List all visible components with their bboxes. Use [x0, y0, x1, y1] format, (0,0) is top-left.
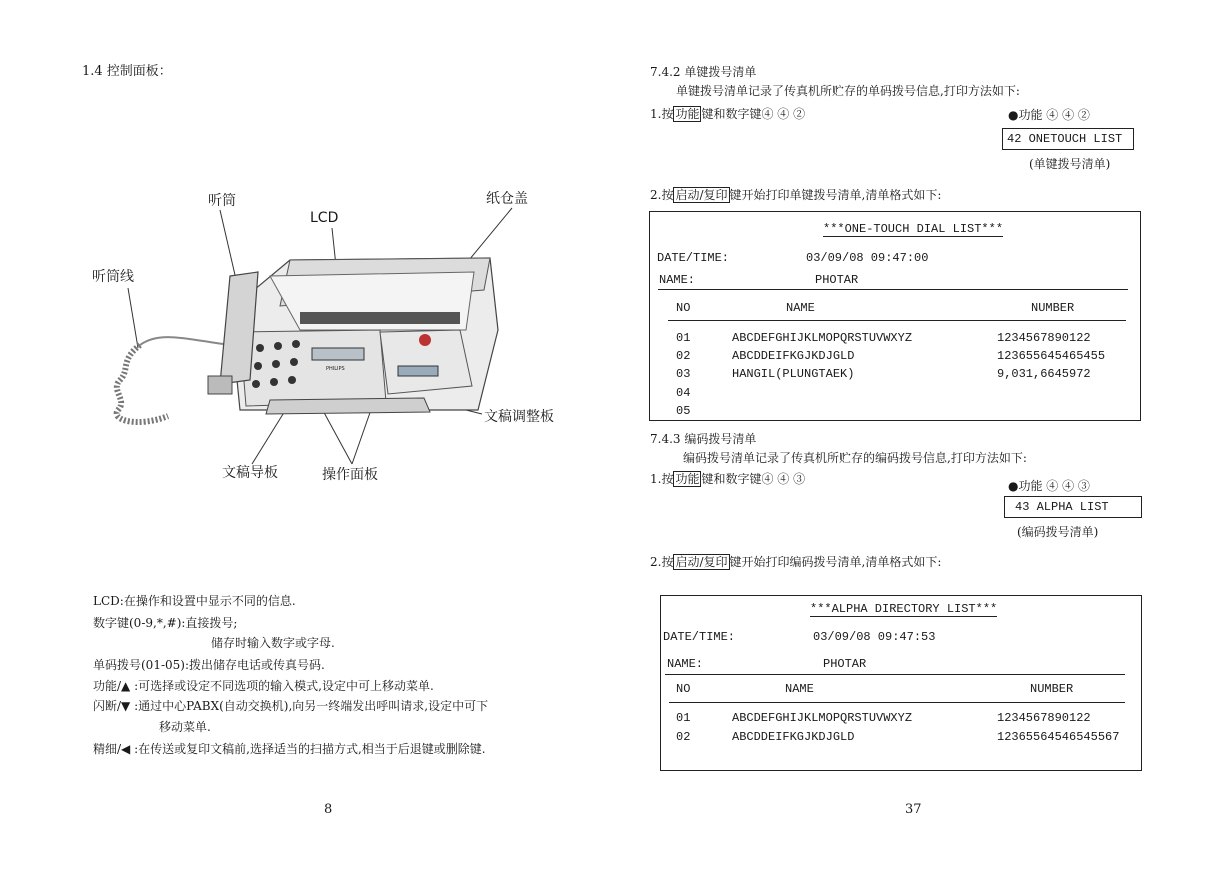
- column-number: NUMBER: [1030, 682, 1074, 696]
- section-heading-control-panel: 1.4 控制面板：: [82, 64, 172, 79]
- page-number-left: 8: [324, 802, 333, 817]
- report-rule: [665, 674, 1125, 675]
- table-cell-number: 1234567890122: [997, 711, 1091, 725]
- page-number-right: 37: [905, 802, 922, 817]
- step1-onetouch: [650, 105, 805, 122]
- step1-alpha: [650, 470, 805, 487]
- report-name-value: PHOTAR: [815, 273, 859, 287]
- report-date-label: DATE/TIME:: [657, 251, 730, 265]
- section-intro-onetouch: 单键拨号清单记录了传真机所贮存的单码拨号信息,打印方法如下:: [676, 84, 1020, 98]
- desc-line: 功能/▲ :可选择或设定不同选项的输入模式,设定中可上移动菜单.: [93, 679, 434, 693]
- section-heading-alpha: 7.4.3 编码拨号清单: [650, 432, 757, 446]
- table-cell-no: 03: [676, 367, 691, 381]
- step2-onetouch: [650, 186, 941, 203]
- column-name: NAME: [785, 682, 814, 696]
- lcd-display-onetouch: 42 ONETOUCH LIST: [1002, 128, 1134, 150]
- table-cell-no: 05: [676, 404, 691, 418]
- desc-line: 储存时输入数字或字母.: [211, 636, 335, 650]
- function-key: 功能: [675, 107, 700, 121]
- step-number: 1.按: [650, 107, 674, 121]
- table-cell-no: 01: [676, 711, 691, 725]
- table-cell-name: ABCDEFGHIJKLMOPQRSTUVWXYZ: [732, 331, 913, 345]
- step-text: 键和数字键④ ④ ②: [701, 107, 806, 121]
- step-number: 2.按: [650, 555, 674, 569]
- table-cell-no: 02: [676, 349, 691, 363]
- label-lcd: LCD: [310, 210, 339, 226]
- table-cell-name: ABCDEFGHIJKLMOPQRSTUVWXYZ: [732, 711, 913, 725]
- table-cell-no: 04: [676, 386, 691, 400]
- label-document-adjuster: 文稿调整板: [484, 409, 554, 425]
- start-copy-key: 启动/复印: [675, 555, 728, 569]
- table-cell-name: ABCDDEIFKGJKDJGLD: [732, 349, 855, 363]
- table-cell-no: 02: [676, 730, 691, 744]
- desc-line: 单码拨号(01-05):拨出储存电话或传真号码.: [93, 658, 325, 672]
- report-name-label: NAME:: [667, 657, 704, 671]
- desc-line: 精细/◀ :在传送或复印文稿前,选择适当的扫描方式,相当于后退键或删除键.: [93, 742, 486, 756]
- table-cell-no: 01: [676, 331, 691, 345]
- label-handset: 听筒: [208, 193, 236, 209]
- column-number: NUMBER: [1031, 301, 1075, 315]
- column-name: NAME: [786, 301, 815, 315]
- report-date-label: DATE/TIME:: [663, 630, 736, 644]
- table-cell-number: 12365564546545567: [997, 730, 1120, 744]
- report-name-label: NAME:: [659, 273, 696, 287]
- desc-line: 移动菜单.: [159, 720, 211, 734]
- report-title: ***ONE-TOUCH DIAL LIST***: [823, 222, 1004, 236]
- report-name-value: PHOTAR: [823, 657, 867, 671]
- lcd-caption-alpha: (编码拨号清单): [1017, 525, 1099, 539]
- lcd-display-alpha: 43 ALPHA LIST: [1004, 496, 1142, 518]
- section-intro-alpha: 编码拨号清单记录了传真机所贮存的编码拨号信息,打印方法如下:: [683, 451, 1027, 465]
- table-cell-number: 123655645465455: [997, 349, 1106, 363]
- step2-alpha: [650, 553, 941, 570]
- table-cell-number: 1234567890122: [997, 331, 1091, 345]
- label-handset-cord: 听筒线: [92, 269, 134, 285]
- step-number: 2.按: [650, 188, 674, 202]
- table-cell-name: HANGIL(PLUNGTAEK): [732, 367, 855, 381]
- function-key: 功能: [675, 472, 700, 486]
- report-rule: [669, 702, 1125, 703]
- fax-machine-diagram: [80, 180, 600, 490]
- key-sequence-alpha: ●功能 ④ ④ ③: [1008, 479, 1090, 493]
- report-rule: [658, 289, 1128, 290]
- column-no: NO: [676, 682, 691, 696]
- label-paper-cover: 纸仓盖: [486, 191, 528, 207]
- step-number: 1.按: [650, 472, 674, 486]
- report-date-value: 03/09/08 09:47:00: [806, 251, 929, 265]
- table-cell-name: ABCDDEIFKGJKDJGLD: [732, 730, 855, 744]
- label-document-guide: 文稿导板: [222, 465, 278, 481]
- key-sequence-onetouch: ●功能 ④ ④ ②: [1008, 108, 1090, 122]
- label-operation-panel: 操作面板: [322, 467, 378, 483]
- table-cell-number: 9,031,6645972: [997, 367, 1091, 381]
- column-no: NO: [676, 301, 691, 315]
- step-text: 键开始打印单键拨号清单,清单格式如下:: [729, 188, 942, 202]
- desc-line: 数字键(0-9,*,#):直接拨号;: [93, 616, 238, 630]
- report-title: ***ALPHA DIRECTORY LIST***: [810, 602, 998, 616]
- step-text: 键和数字键④ ④ ③: [701, 472, 806, 486]
- report-rule: [668, 320, 1126, 321]
- section-heading-onetouch: 7.4.2 单键拨号清单: [650, 65, 757, 79]
- step-text: 键开始打印编码拨号清单,清单格式如下:: [729, 555, 942, 569]
- onetouch-report: [649, 211, 1141, 421]
- start-copy-key: 启动/复印: [675, 188, 728, 202]
- lcd-caption-onetouch: (单键拨号清单): [1029, 157, 1111, 171]
- brand-label: PHILIPS: [326, 366, 345, 372]
- alpha-report: [660, 595, 1142, 771]
- report-date-value: 03/09/08 09:47:53: [813, 630, 936, 644]
- desc-line: LCD:在操作和设置中显示不同的信息.: [93, 594, 296, 608]
- desc-line: 闪断/▼ :通过中心PABX(自动交换机),向另一终端发出呼叫请求,设定中可下: [93, 699, 489, 713]
